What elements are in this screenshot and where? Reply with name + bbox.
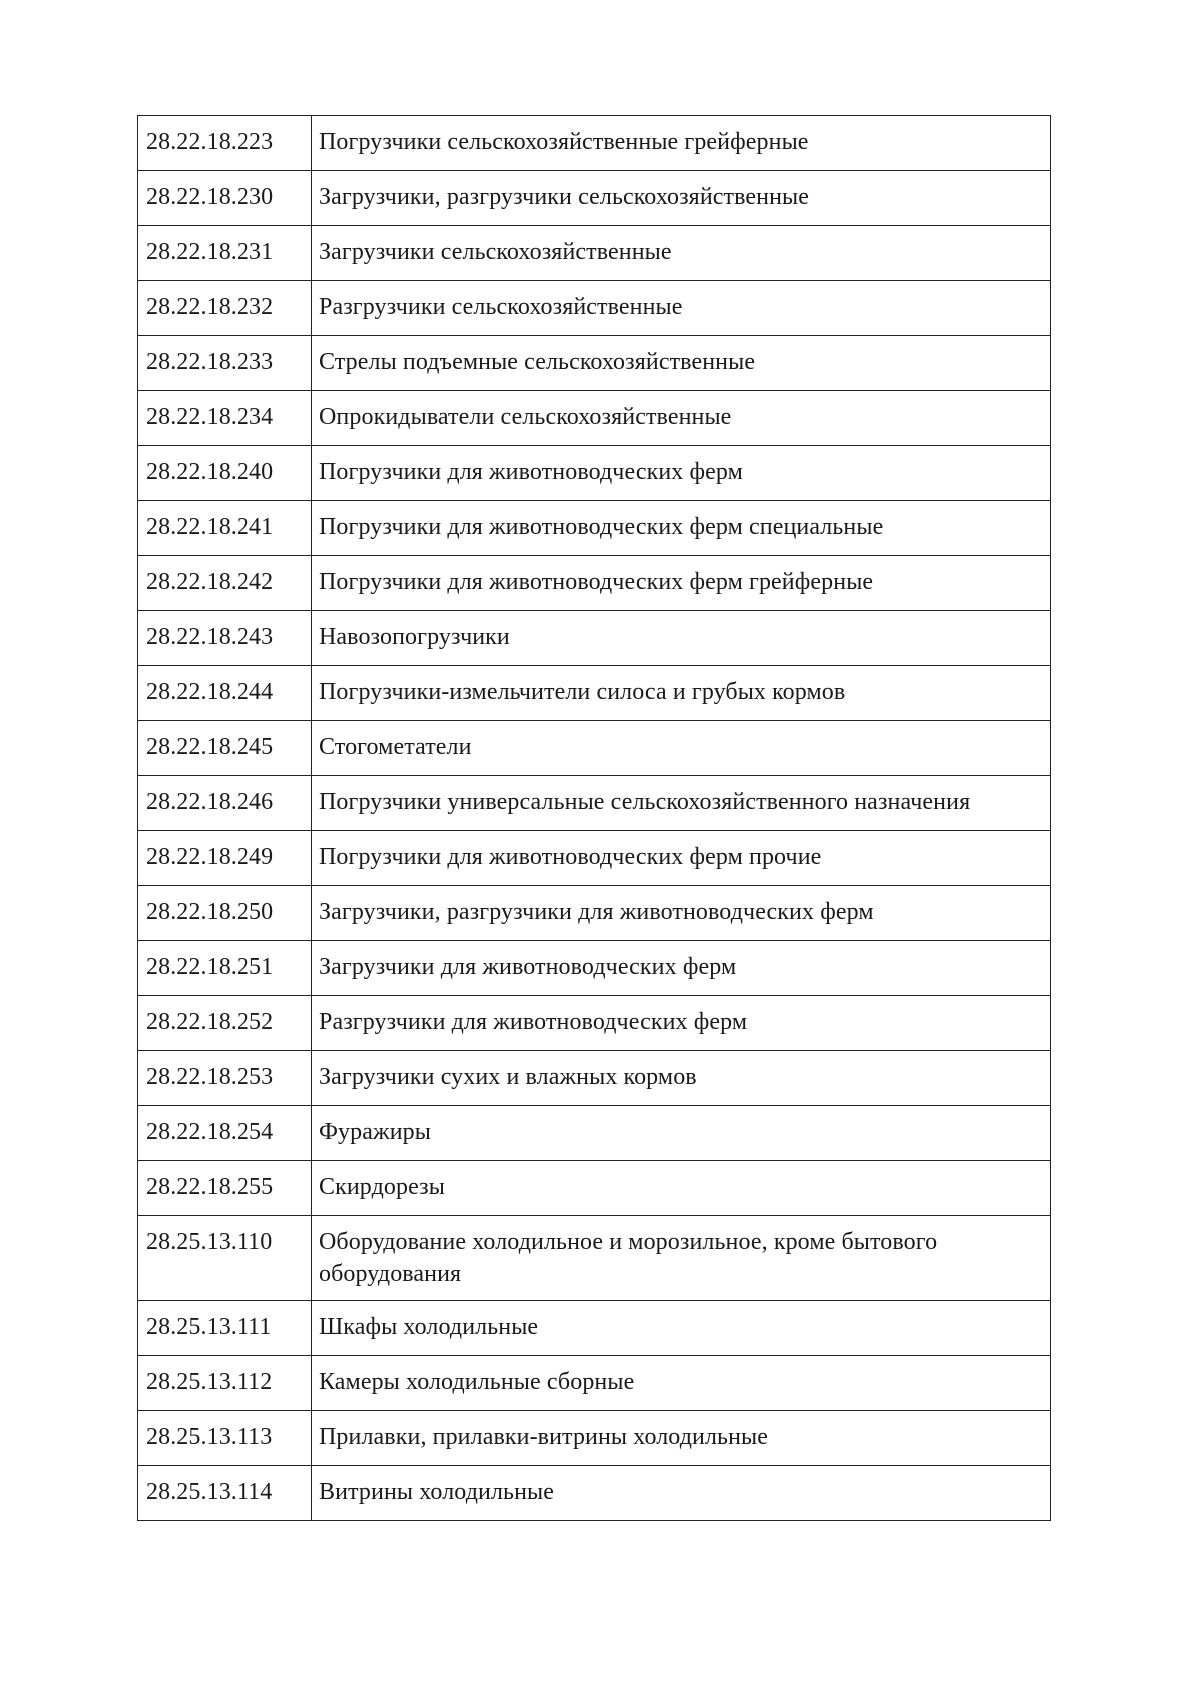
table-row <box>138 941 1051 996</box>
okpd-code-cell: 28.25.13.110 <box>138 1216 312 1301</box>
table-row <box>138 886 1051 941</box>
okpd-code-cell: 28.22.18.250 <box>138 886 312 941</box>
okpd-code-cell: 28.25.13.112 <box>138 1356 312 1411</box>
product-name-cell: Загрузчики, разгрузчики для животноводческих ферм <box>312 886 1051 941</box>
table-row <box>138 336 1051 391</box>
product-name-cell: Погрузчики-измельчители силоса и грубых кормов <box>312 666 1051 721</box>
product-name-cell: Загрузчики, разгрузчики сельскохозяйственные <box>312 171 1051 226</box>
okpd-code-cell: 28.22.18.243 <box>138 611 312 666</box>
product-name-cell: Навозопогрузчики <box>312 611 1051 666</box>
table-row <box>138 281 1051 336</box>
product-name-cell: Разгрузчики для животноводческих ферм <box>312 996 1051 1051</box>
table-row <box>138 776 1051 831</box>
product-name-cell: Погрузчики для животноводческих ферм прочие <box>312 831 1051 886</box>
okpd-code-cell: 28.22.18.254 <box>138 1106 312 1161</box>
table-row <box>138 666 1051 721</box>
table-row <box>138 171 1051 226</box>
product-name-cell: Погрузчики сельскохозяйственные грейферные <box>312 116 1051 171</box>
okpd-code-cell: 28.22.18.234 <box>138 391 312 446</box>
table-row <box>138 446 1051 501</box>
product-name-cell: Разгрузчики сельскохозяйственные <box>312 281 1051 336</box>
okpd-code-cell: 28.22.18.240 <box>138 446 312 501</box>
table-row <box>138 1106 1051 1161</box>
okpd-code-cell: 28.22.18.245 <box>138 721 312 776</box>
table-row <box>138 116 1051 171</box>
product-name-cell: Стрелы подъемные сельскохозяйственные <box>312 336 1051 391</box>
okpd-code-cell: 28.22.18.251 <box>138 941 312 996</box>
okpd-code-cell: 28.22.18.255 <box>138 1161 312 1216</box>
table-row <box>138 1411 1051 1466</box>
okpd-code-cell: 28.25.13.113 <box>138 1411 312 1466</box>
product-name-cell: Прилавки, прилавки-витрины холодильные <box>312 1411 1051 1466</box>
table-row <box>138 1301 1051 1356</box>
product-name-cell: Погрузчики для животноводческих ферм <box>312 446 1051 501</box>
product-name-cell: Шкафы холодильные <box>312 1301 1051 1356</box>
product-name-cell: Погрузчики для животноводческих ферм специальные <box>312 501 1051 556</box>
okpd-code-cell: 28.22.18.233 <box>138 336 312 391</box>
okpd-code-cell: 28.25.13.111 <box>138 1301 312 1356</box>
table-row <box>138 611 1051 666</box>
product-name-cell: Опрокидыватели сельскохозяйственные <box>312 391 1051 446</box>
table-row <box>138 1356 1051 1411</box>
table-row <box>138 831 1051 886</box>
okpd-code-cell: 28.22.18.242 <box>138 556 312 611</box>
okpd-code-cell: 28.22.18.231 <box>138 226 312 281</box>
table-row <box>138 1216 1051 1301</box>
okpd-code-cell: 28.22.18.223 <box>138 116 312 171</box>
product-name-cell: Скирдорезы <box>312 1161 1051 1216</box>
okpd-code-cell: 28.22.18.241 <box>138 501 312 556</box>
table-row <box>138 556 1051 611</box>
product-name-cell: Витрины холодильные <box>312 1466 1051 1521</box>
okpd-code-cell: 28.22.18.230 <box>138 171 312 226</box>
product-name-cell: Загрузчики для животноводческих ферм <box>312 941 1051 996</box>
table-row <box>138 1466 1051 1521</box>
table-row <box>138 391 1051 446</box>
table-row <box>138 721 1051 776</box>
okpd-code-cell: 28.22.18.246 <box>138 776 312 831</box>
product-name-cell: Стогометатели <box>312 721 1051 776</box>
okpd-code-cell: 28.25.13.114 <box>138 1466 312 1521</box>
table-row <box>138 226 1051 281</box>
table-row <box>138 996 1051 1051</box>
okpd-code-cell: 28.22.18.252 <box>138 996 312 1051</box>
table-row <box>138 1051 1051 1106</box>
table-row <box>138 1161 1051 1216</box>
product-name-cell: Камеры холодильные сборные <box>312 1356 1051 1411</box>
okpd-code-cell: 28.22.18.232 <box>138 281 312 336</box>
okpd-code-cell: 28.22.18.244 <box>138 666 312 721</box>
product-name-cell: Загрузчики сельскохозяйственные <box>312 226 1051 281</box>
product-name-cell: Погрузчики универсальные сельскохозяйственного назначения <box>312 776 1051 831</box>
okpd-code-cell: 28.22.18.249 <box>138 831 312 886</box>
product-name-cell: Загрузчики сухих и влажных кормов <box>312 1051 1051 1106</box>
classification-table-body <box>138 116 1051 1521</box>
table-row <box>138 501 1051 556</box>
okpd-code-cell: 28.22.18.253 <box>138 1051 312 1106</box>
product-name-cell: Фуражиры <box>312 1106 1051 1161</box>
product-name-cell: Оборудование холодильное и морозильное, кроме бытового оборудования <box>312 1216 1051 1301</box>
product-name-cell: Погрузчики для животноводческих ферм грейферные <box>312 556 1051 611</box>
classification-table <box>137 115 1051 1521</box>
